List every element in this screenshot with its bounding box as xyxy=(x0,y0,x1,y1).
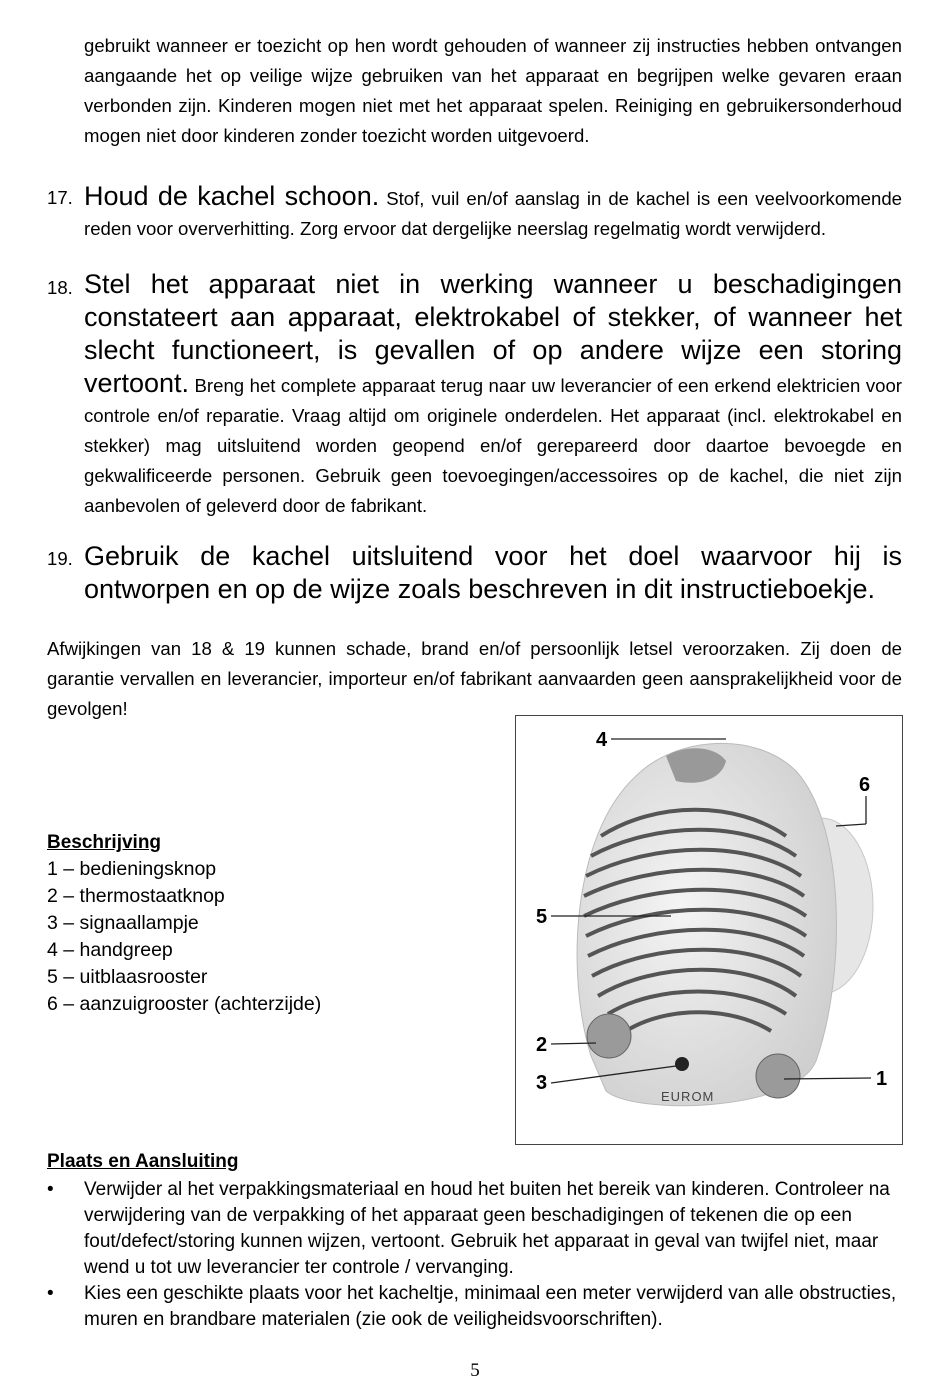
item-18-number: 18. xyxy=(47,277,73,298)
item-18-heading: Stel het apparaat niet in werking wanneer u beschadigingen constateert aan apparaat, elektrokabel of stekker, of wanneer het slecht functioneert, is gevallen of op andere wijze een storing vertoont. xyxy=(84,269,902,398)
bullet-item: • Kies een geschikte plaats voor het kacheltje, minimaal een meter verwijderd van alle obstructies, muren en brandbare materialen (zie ook de veiligheidsvoorschriften). xyxy=(47,1281,907,1333)
page-number: 5 xyxy=(470,1360,480,1381)
heater-figure xyxy=(515,715,903,1145)
placement-bullets xyxy=(47,1177,907,1333)
item-19-heading: Gebruik de kachel uitsluitend voor het doel waarvoor hij is ontworpen en op de wijze zoals beschreven in dit instructieboekje. xyxy=(84,541,902,604)
callout-6: 6 xyxy=(859,774,871,796)
control-knob xyxy=(756,1054,800,1098)
item-19-number: 19. xyxy=(47,548,73,569)
item-18-text: Breng het complete apparaat terug naar uw leverancier of een erkend elektricien voor controle en/of reparatie. Vraag altijd om originele onderdelen. Het apparaat (incl. elektrokabel en stekker) mag uitsluitend worden geopend en/of gerepareerd door daartoe bevoegde en gekwalificeerde personen. Gebruik geen toevoegingen/accessoires op de kachel, die niet zijn aanbevolen of geleverd door de fabrikant. xyxy=(84,375,902,516)
bullet-item: • Verwijder al het verpakkingsmateriaal en houd het buiten het bereik van kinderen. Controleer na verwijdering van de verpakking of het apparaat geen beschadigingen of tekenen die op een fout/defect/storing kunnen wijzen, vertoont. Gebruik het apparaat in geval van twijfel niet, maar wend u tot uw leverancier ter controle / vervanging. xyxy=(47,1177,907,1281)
item-17 xyxy=(84,181,902,244)
item-18 xyxy=(84,269,902,521)
part-item: 6 – aanzuigrooster (achterzijde) xyxy=(47,993,322,1015)
warning-paragraph: Afwijkingen van 18 & 19 kunnen schade, brand en/of persoonlijk letsel veroorzaken. Zij doen de garantie vervallen en leverancier, importeur en/of fabrikant aanvaarden geen aansprakelijkheid voor de gevolgen! xyxy=(47,638,902,719)
signal-lamp xyxy=(675,1057,689,1071)
placement-heading-text: Plaats en Aansluiting xyxy=(47,1151,239,1172)
thermostat-knob xyxy=(587,1014,631,1058)
description-section xyxy=(47,832,321,1018)
part-item: 4 – handgreep xyxy=(47,939,173,961)
item-19 xyxy=(84,541,902,607)
placement-heading xyxy=(47,1151,238,1173)
callout-4: 4 xyxy=(596,729,608,751)
part-item: 1 – bedieningsknop xyxy=(47,858,217,880)
heater-illustration xyxy=(516,716,902,1144)
brand-logo: EUROM xyxy=(661,1089,715,1104)
callout-1: 1 xyxy=(876,1068,888,1090)
part-item: 2 – thermostaatknop xyxy=(47,885,225,907)
part-item: 5 – uitblaasrooster xyxy=(47,966,208,988)
callout-5: 5 xyxy=(536,906,548,928)
description-heading: Beschrijving xyxy=(47,832,162,853)
callout-3: 3 xyxy=(536,1072,548,1094)
part-item: 3 – signaallampje xyxy=(47,912,199,934)
item-17-heading: Houd de kachel schoon. xyxy=(84,181,380,211)
parts-list xyxy=(47,856,321,1018)
item-17-number: 17. xyxy=(47,187,73,208)
intro-paragraph: gebruikt wanneer er toezicht op hen wordt gehouden of wanneer zij instructies hebben ontvangen aangaande het op veilige wijze gebruiken van het apparaat en begrijpen welke gevaren eraan verbonden zijn. Kinderen mogen niet met het apparaat spelen. Reiniging en gebruikersonderhoud mogen niet door kinderen zonder toezicht worden uitgevoerd. xyxy=(84,35,902,146)
item-17-text: Stof, vuil en/of aanslag in de kachel is een veelvoorkomende reden voor oververhitting. Zorg ervoor dat dergelijke neerslag regelmatig wordt verwijderd. xyxy=(84,188,903,239)
callout-2: 2 xyxy=(536,1034,548,1056)
